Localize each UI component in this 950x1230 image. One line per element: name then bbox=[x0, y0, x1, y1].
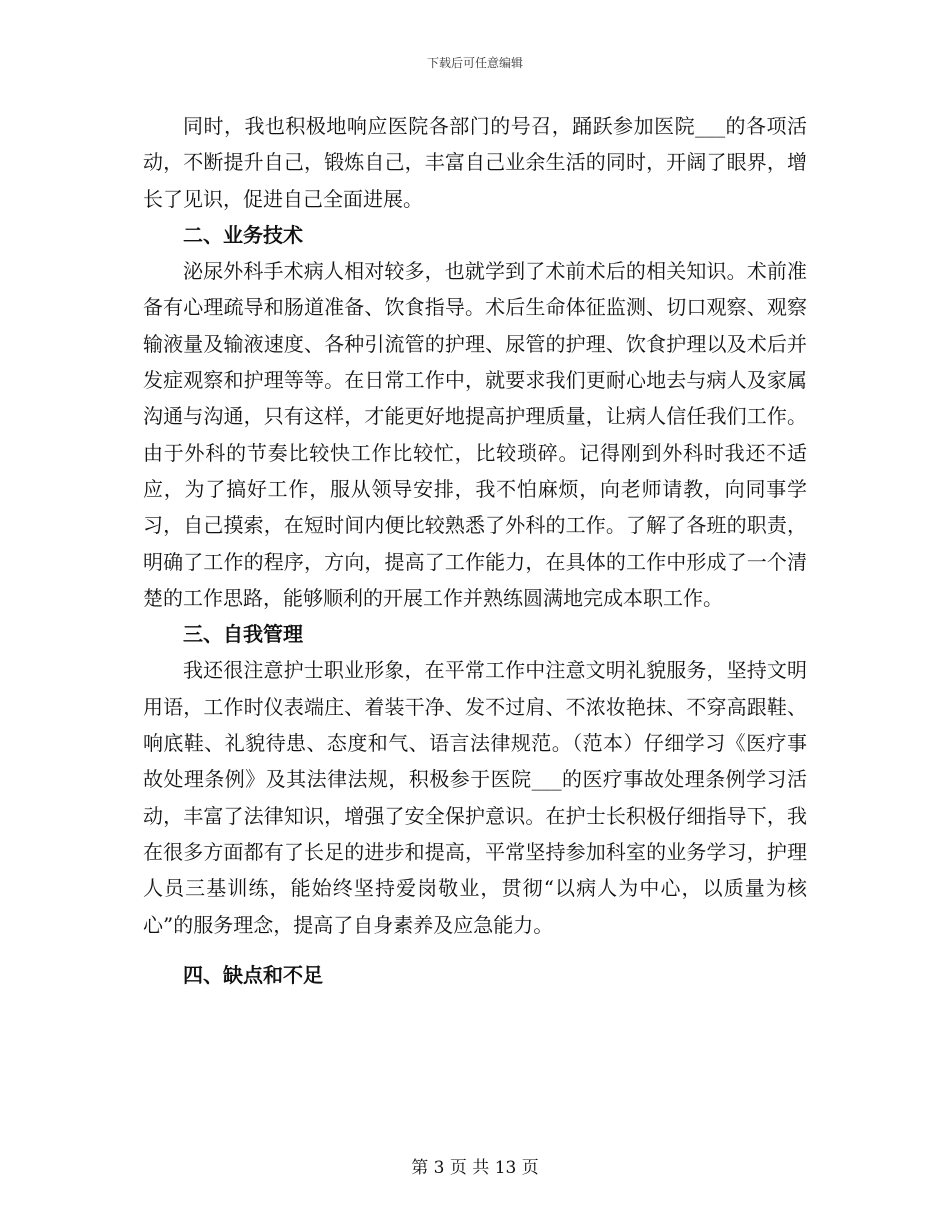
paragraph-business-skills: 泌尿外科手术病人相对较多，也就学到了术前术后的相关知识。术前准备有心理疏导和肠道准备、饮食指导。术后生命体征监测、切口观察、观察输液量及输液速度、各种引流管的护理、尿管的护理、饮食护理以及术后并发症观察和护理等等。在日常工作中，就要求我们更耐心地去与病人及家属沟通与沟通，只有这样，才能更好地提高护理质量，让病人信任我们工作。由于外科的节奏比较快工作比较忙，比较琐碎。记得刚到外科时我还不适应，为了搞好工作，服从领导安排，我不怕麻烦，向老师请教，向同事学习，自己摸索，在短时间内便比较熟悉了外科的工作。了解了各班的职责，明确了工作的程序，方向，提高了工作能力，在具体的工作中形成了一个清楚的工作思路，能够顺利的开展工作并熟练圆满地完成本职工作。 bbox=[143, 259, 807, 610]
section-heading-shortcomings: 四、缺点和不足 bbox=[183, 962, 323, 987]
section-heading-business-skills: 二、业务技术 bbox=[183, 222, 303, 247]
page-number-footer: 第 3 页 共 13 页 bbox=[411, 1158, 539, 1178]
document-body bbox=[143, 108, 807, 993]
paragraph-activities: 同时，我也积极地响应医院各部门的号召，踊跃参加医院___的各项活动，不断提升自己，锻炼自己，丰富自己业余生活的同时，开阔了眼界，增长了见识，促进自己全面进展。 bbox=[143, 114, 807, 211]
page-header-note: 下载后可任意编辑 bbox=[426, 56, 523, 70]
section-heading-self-management: 三、自我管理 bbox=[183, 622, 303, 647]
paragraph-self-management: 我还很注意护士职业形象，在平常工作中注意文明礼貌服务，坚持文明用语，工作时仪表端庄、着装干净、发不过肩、不浓妆艳抹、不穿高跟鞋、响底鞋、礼貌待患、态度和气、语言法律规范。（范本）仔细学习《医疗事故处理条例》及其法律法规，积极参于医院___的医疗事故处理条例学习活动，丰富了法律知识，增强了安全保护意识。在护士长积极仔细指导下，我在很多方面都有了长足的进步和提高，平常坚持参加科室的业务学习，护理人员三基训练，能始终坚持爱岗敬业，贯彻“以病人为中心，以质量为核心”的服务理念，提高了自身素养及应急能力。 bbox=[143, 658, 807, 937]
